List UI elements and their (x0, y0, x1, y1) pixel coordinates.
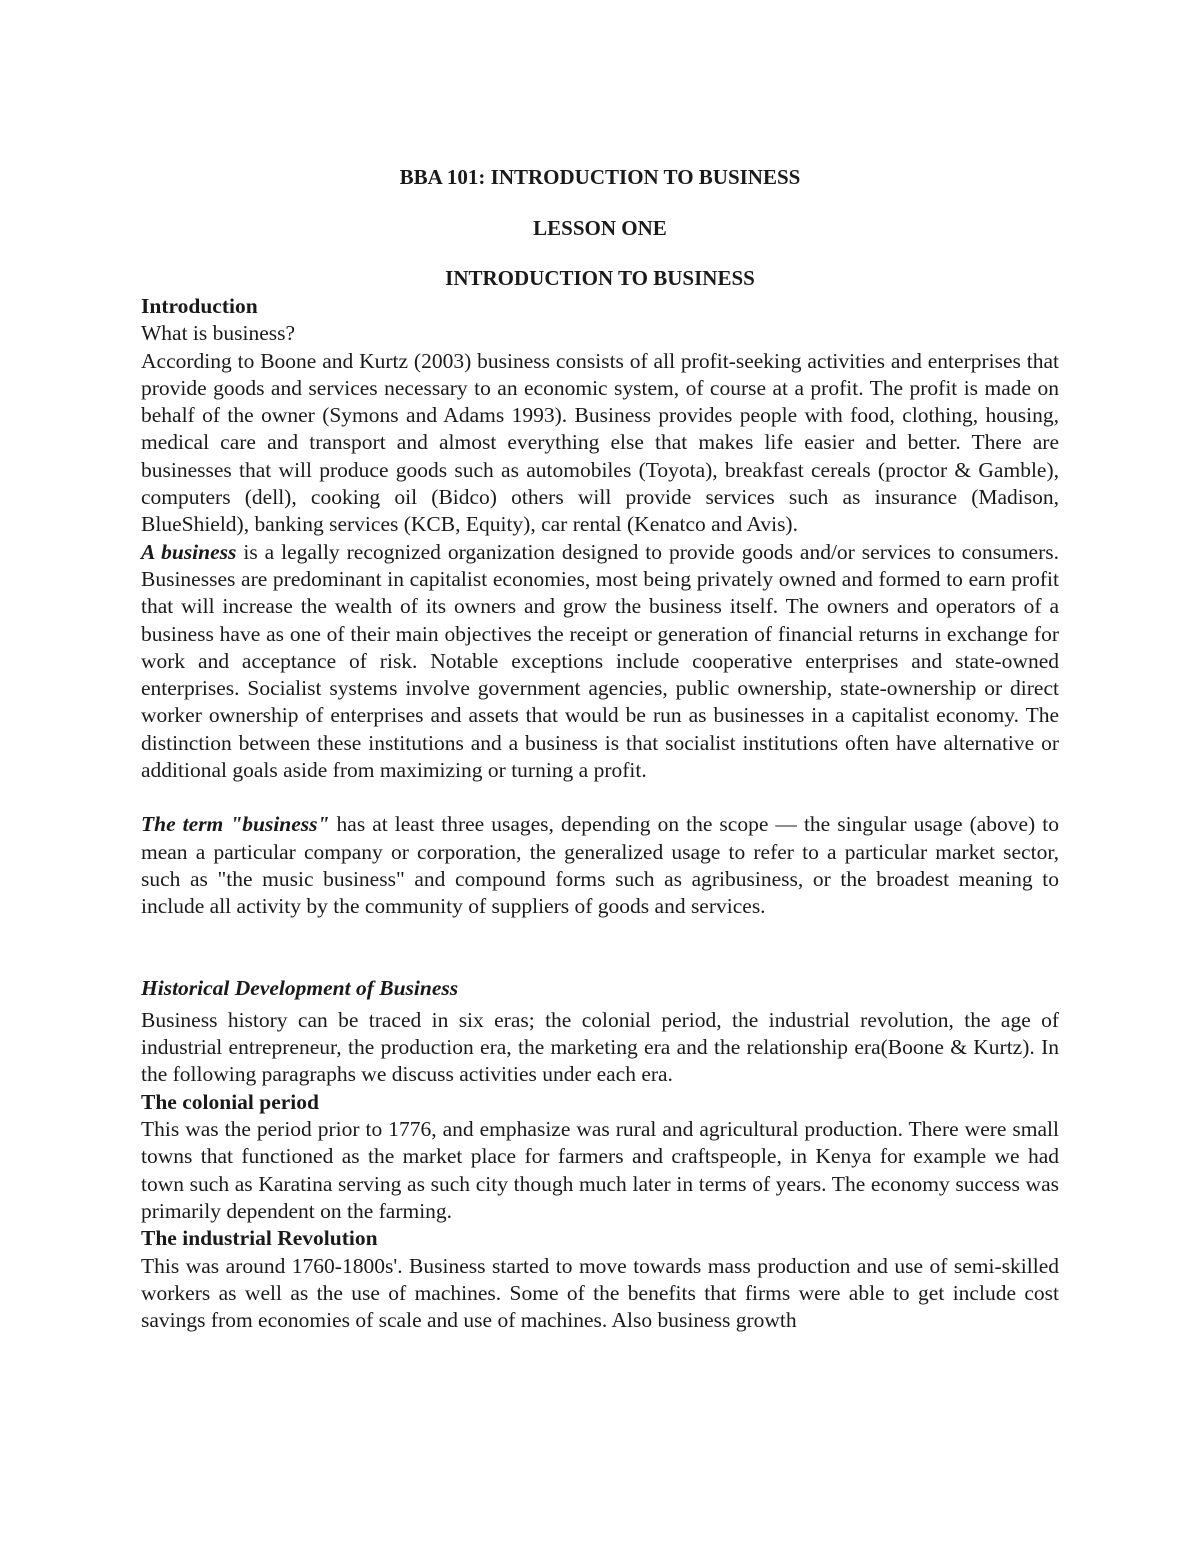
paragraph-industrial-revolution: This was around 1760-1800s'. Business started to move towards mass production and use of semi-skilled workers as well as the use of machines. Some of the benefits that firms were able to get include cost savings from economies of scale and use of machines. Also business growth (141, 1253, 1059, 1333)
historical-development-heading: Historical Development of Business (141, 975, 459, 1000)
paragraph-boone-kurtz: According to Boone and Kurtz (2003) business consists of all profit-seeking activities and enterprises that provide goods and services necessary to an economic system, of course at a profit. The profit is made on behalf of the owner (Symons and Adams 1993). Business provides people with food, clothing, housing, medical care and transport and almost everything else that makes life easier and better. There are businesses that will produce goods such as automobiles (Toyota), breakfast cereals (proctor & Gamble), computers (dell), cooking oil (Bidco) others will provide services such as insurance (Madison, BlueShield), banking services (KCB, Equity), car rental (Kenatco and Avis). (141, 348, 1059, 537)
paragraph-a-business-text: is a legally recognized organization designed to provide goods and/or services to consumers. Businesses are predominant in capitalist economies, most being privately owned and formed to earn profit that will increase the wealth of its owners and grow the business itself. The owners and operators of a business have as one of their main objectives the receipt or generation of financial returns in exchange for work and acceptance of risk. Notable exceptions include cooperative enterprises and state-owned enterprises. Socialist systems involve government agencies, public ownership, state-ownership or direct worker ownership of enterprises and assets that would be run as businesses in a capitalist economy. The distinction between these institutions and a business is that socialist institutions often have alternative or additional goals aside from maximizing or turning a profit. (141, 539, 1060, 783)
colonial-period-heading: The colonial period (141, 1089, 319, 1114)
what-is-business-question: What is business? (141, 321, 296, 346)
industrial-revolution-heading: The industrial Revolution (141, 1226, 378, 1251)
course-title: BBA 101: INTRODUCTION TO BUSINESS (399, 165, 801, 189)
paragraph-a-business (141, 539, 1059, 785)
term-a-business: A business (141, 539, 237, 564)
lesson-title: INTRODUCTION TO BUSINESS (445, 266, 755, 290)
paragraph-term-business (141, 811, 1059, 920)
lesson-number: LESSON ONE (533, 216, 667, 240)
term-the-term-business: The term "business" (141, 812, 330, 837)
paragraph-term-business-text: has at least three usages, depending on the scope — the singular usage (above) to mean a particular company or corporation, the generalized usage to refer to a particular market sector, such as "the music business" and compound forms such as agribusiness, or the broadest meaning to include all activity by the community of suppliers of goods and services. (141, 812, 1059, 919)
paragraph-history-intro: Business history can be traced in six eras; the colonial period, the industrial revolution, the age of industrial entrepreneur, the production era, the marketing era and the relationship era(Boone & Kurtz). In the following paragraphs we discuss activities under each era. (141, 1007, 1059, 1087)
document-page (141, 164, 1059, 1334)
paragraph-colonial-period: This was the period prior to 1776, and emphasize was rural and agricultural production. There were small towns that functioned as the market place for farmers and craftspeople, in Kenya for example we had town such as Karatina serving as such city though much later in terms of years. The economy success was primarily dependent on the farming. (141, 1117, 1059, 1223)
introduction-heading: Introduction (141, 294, 258, 318)
